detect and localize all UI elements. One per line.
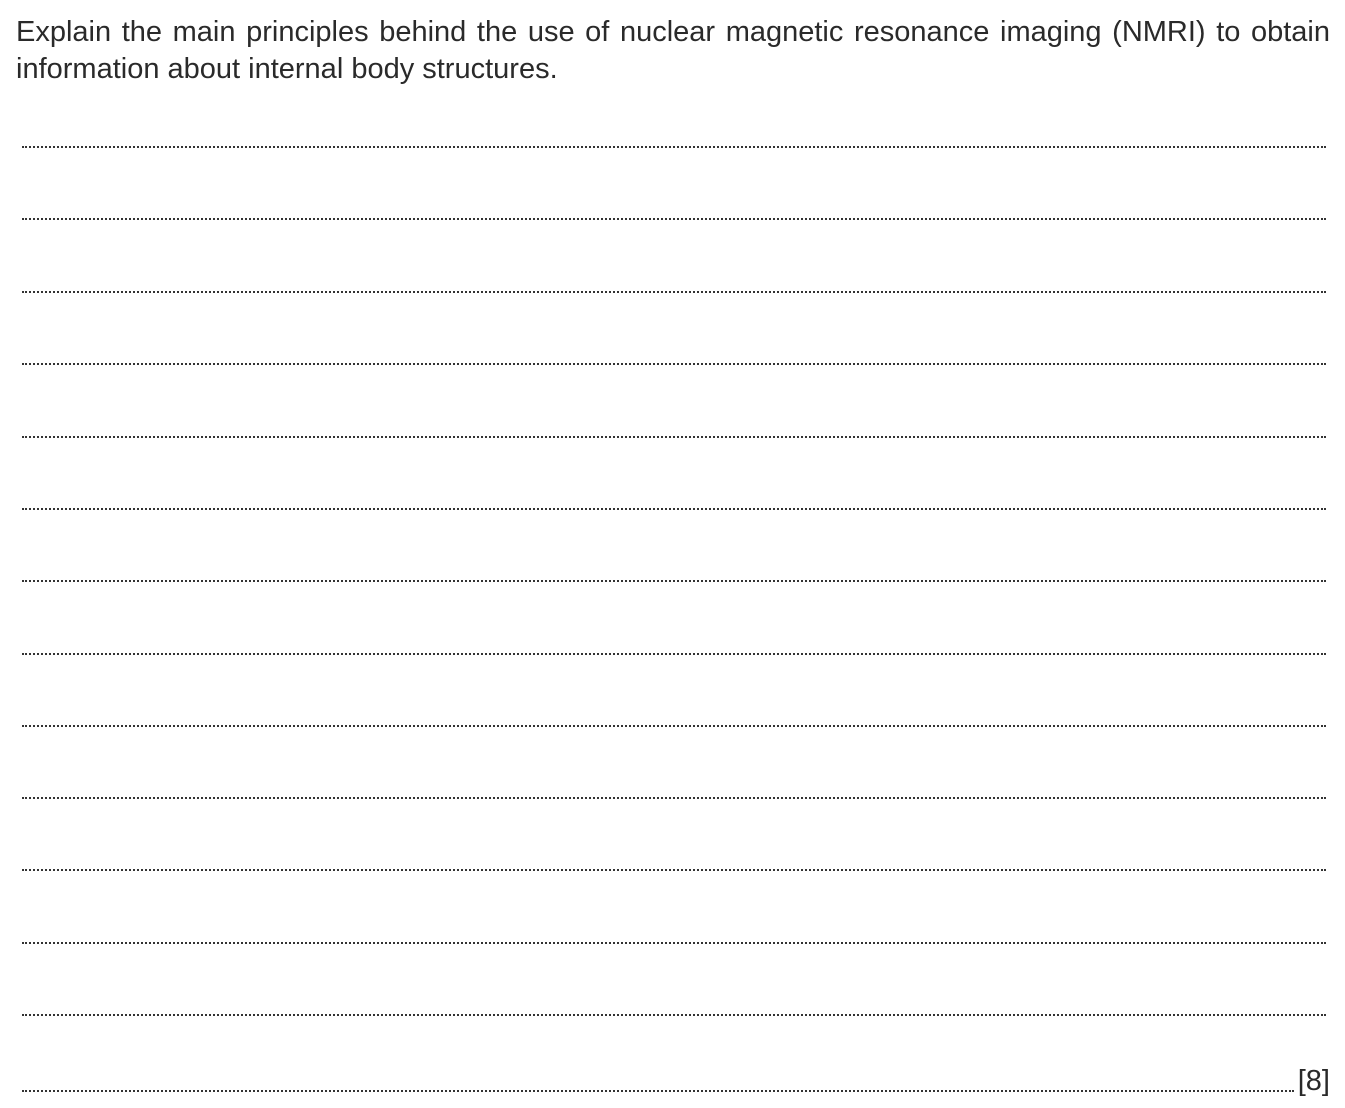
answer-line[interactable] bbox=[22, 363, 1326, 365]
answer-line[interactable] bbox=[22, 653, 1326, 655]
answer-line[interactable] bbox=[22, 218, 1326, 220]
answer-line[interactable] bbox=[22, 508, 1326, 510]
answer-line[interactable] bbox=[22, 797, 1326, 799]
answer-line[interactable] bbox=[22, 1014, 1326, 1016]
answer-line[interactable] bbox=[22, 942, 1326, 944]
answer-line[interactable] bbox=[22, 725, 1326, 727]
answer-line[interactable] bbox=[22, 1090, 1294, 1092]
answer-line[interactable] bbox=[22, 869, 1326, 871]
final-answer-row bbox=[22, 1064, 1330, 1098]
answer-line[interactable] bbox=[22, 291, 1326, 293]
answer-line[interactable] bbox=[22, 146, 1326, 148]
answer-line[interactable] bbox=[22, 436, 1326, 438]
question-text: Explain the main principles behind the use of nuclear magnetic resonance imaging (NMRI) to obtain information about internal body structures. bbox=[16, 16, 1330, 85]
answer-line[interactable] bbox=[22, 580, 1326, 582]
marks-label: [8] bbox=[1297, 1065, 1330, 1097]
answer-area[interactable] bbox=[22, 0, 1330, 1108]
